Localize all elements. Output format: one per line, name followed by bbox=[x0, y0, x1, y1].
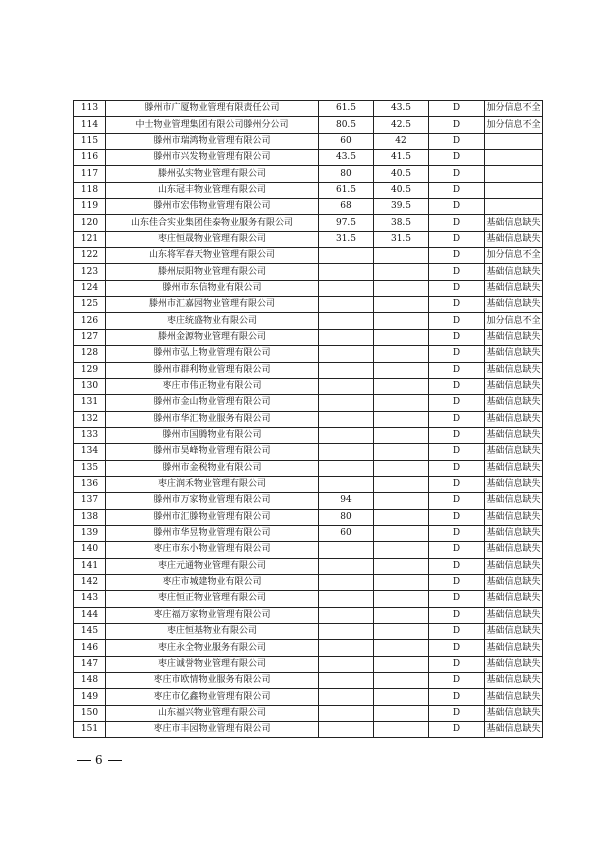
score-1-cell bbox=[319, 444, 374, 460]
score-1-cell: 94 bbox=[319, 493, 374, 509]
score-2-cell bbox=[374, 362, 429, 378]
grade-cell: D bbox=[429, 346, 485, 362]
note-cell: 基础信息缺失 bbox=[485, 329, 543, 345]
grade-cell: D bbox=[429, 199, 485, 215]
note-cell: 基础信息缺失 bbox=[485, 215, 543, 231]
row-number-cell: 134 bbox=[74, 444, 106, 460]
note-cell: 基础信息缺失 bbox=[485, 722, 543, 738]
score-1-cell bbox=[319, 411, 374, 427]
company-name-cell: 枣庄恒基物业有限公司 bbox=[106, 624, 319, 640]
company-name-cell: 滕州市金山物业管理有限公司 bbox=[106, 395, 319, 411]
score-2-cell bbox=[374, 329, 429, 345]
company-name-cell: 枣庄诚誉物业管理有限公司 bbox=[106, 656, 319, 672]
table-row bbox=[74, 574, 543, 590]
note-cell: 基础信息缺失 bbox=[485, 493, 543, 509]
table-row bbox=[74, 264, 543, 280]
company-name-cell: 枣庄市东小物业管理有限公司 bbox=[106, 542, 319, 558]
score-2-cell bbox=[374, 542, 429, 558]
table-row bbox=[74, 673, 543, 689]
score-1-cell bbox=[319, 460, 374, 476]
grade-cell: D bbox=[429, 313, 485, 329]
score-1-cell bbox=[319, 591, 374, 607]
grade-cell: D bbox=[429, 411, 485, 427]
score-1-cell bbox=[319, 313, 374, 329]
score-2-cell bbox=[374, 476, 429, 492]
score-2-cell bbox=[374, 460, 429, 476]
grade-cell: D bbox=[429, 574, 485, 590]
row-number-cell: 116 bbox=[74, 150, 106, 166]
company-name-cell: 滕州市华昱物业管理有限公司 bbox=[106, 525, 319, 541]
table-row bbox=[74, 378, 543, 394]
grade-cell: D bbox=[429, 395, 485, 411]
company-name-cell: 滕州市瑞鸿物业管理有限公司 bbox=[106, 133, 319, 149]
table-row bbox=[74, 133, 543, 149]
table-row bbox=[74, 362, 543, 378]
score-1-cell bbox=[319, 722, 374, 738]
company-name-cell: 山东佳合实业集团佳泰物业服务有限公司 bbox=[106, 215, 319, 231]
company-name-cell: 山东冠丰物业管理有限公司 bbox=[106, 182, 319, 198]
score-2-cell bbox=[374, 656, 429, 672]
score-2-cell: 41.5 bbox=[374, 150, 429, 166]
score-1-cell: 68 bbox=[319, 199, 374, 215]
note-cell: 基础信息缺失 bbox=[485, 607, 543, 623]
score-2-cell: 38.5 bbox=[374, 215, 429, 231]
company-name-cell: 滕州市国腾物业有限公司 bbox=[106, 427, 319, 443]
row-number-cell: 148 bbox=[74, 673, 106, 689]
company-name-cell: 中士物业管理集团有限公司滕州分公司 bbox=[106, 117, 319, 133]
table-row bbox=[74, 705, 543, 721]
table-row bbox=[74, 248, 543, 264]
table-row bbox=[74, 607, 543, 623]
row-number-cell: 130 bbox=[74, 378, 106, 394]
row-number-cell: 147 bbox=[74, 656, 106, 672]
note-cell bbox=[485, 182, 543, 198]
table-row bbox=[74, 395, 543, 411]
table-row bbox=[74, 101, 543, 117]
score-2-cell: 40.5 bbox=[374, 166, 429, 182]
table-row bbox=[74, 640, 543, 656]
company-name-cell: 滕州市广厦物业管理有限责任公司 bbox=[106, 101, 319, 117]
row-number-cell: 135 bbox=[74, 460, 106, 476]
score-2-cell bbox=[374, 493, 429, 509]
note-cell: 加分信息不全 bbox=[485, 248, 543, 264]
row-number-cell: 132 bbox=[74, 411, 106, 427]
grade-cell: D bbox=[429, 493, 485, 509]
table-row bbox=[74, 476, 543, 492]
score-2-cell bbox=[374, 673, 429, 689]
score-1-cell bbox=[319, 476, 374, 492]
score-1-cell bbox=[319, 558, 374, 574]
grade-cell: D bbox=[429, 689, 485, 705]
table-body bbox=[74, 101, 543, 738]
row-number-cell: 118 bbox=[74, 182, 106, 198]
table-row bbox=[74, 313, 543, 329]
row-number-cell: 128 bbox=[74, 346, 106, 362]
row-number-cell: 131 bbox=[74, 395, 106, 411]
row-number-cell: 150 bbox=[74, 705, 106, 721]
score-1-cell bbox=[319, 280, 374, 296]
company-name-cell: 滕州市群利物业管理有限公司 bbox=[106, 362, 319, 378]
note-cell: 基础信息缺失 bbox=[485, 574, 543, 590]
score-2-cell bbox=[374, 378, 429, 394]
table-row bbox=[74, 150, 543, 166]
note-cell bbox=[485, 133, 543, 149]
grade-cell: D bbox=[429, 722, 485, 738]
score-2-cell: 42 bbox=[374, 133, 429, 149]
row-number-cell: 123 bbox=[74, 264, 106, 280]
score-1-cell bbox=[319, 248, 374, 264]
grade-cell: D bbox=[429, 329, 485, 345]
score-1-cell bbox=[319, 427, 374, 443]
row-number-cell: 126 bbox=[74, 313, 106, 329]
grade-cell: D bbox=[429, 525, 485, 541]
grade-cell: D bbox=[429, 542, 485, 558]
score-2-cell: 42.5 bbox=[374, 117, 429, 133]
row-number-cell: 142 bbox=[74, 574, 106, 590]
grade-cell: D bbox=[429, 460, 485, 476]
row-number-cell: 115 bbox=[74, 133, 106, 149]
grade-cell: D bbox=[429, 215, 485, 231]
score-2-cell bbox=[374, 264, 429, 280]
company-name-cell: 滕州市兴发物业管理有限公司 bbox=[106, 150, 319, 166]
table-row bbox=[74, 215, 543, 231]
score-1-cell: 80 bbox=[319, 509, 374, 525]
score-1-cell bbox=[319, 640, 374, 656]
grade-cell: D bbox=[429, 166, 485, 182]
company-name-cell: 枣庄恒正物业管理有限公司 bbox=[106, 591, 319, 607]
company-name-cell: 枣庄恒晟物业管理有限公司 bbox=[106, 231, 319, 247]
company-name-cell: 滕州市宏伟物业管理有限公司 bbox=[106, 199, 319, 215]
score-2-cell bbox=[374, 591, 429, 607]
row-number-cell: 143 bbox=[74, 591, 106, 607]
table-row bbox=[74, 199, 543, 215]
company-name-cell: 枣庄市欧情物业服务有限公司 bbox=[106, 673, 319, 689]
score-1-cell bbox=[319, 395, 374, 411]
table-row bbox=[74, 166, 543, 182]
table-row bbox=[74, 656, 543, 672]
note-cell: 基础信息缺失 bbox=[485, 378, 543, 394]
score-2-cell bbox=[374, 689, 429, 705]
score-1-cell bbox=[319, 624, 374, 640]
row-number-cell: 141 bbox=[74, 558, 106, 574]
note-cell: 加分信息不全 bbox=[485, 313, 543, 329]
company-name-cell: 滕州市东信物业有限公司 bbox=[106, 280, 319, 296]
grade-cell: D bbox=[429, 656, 485, 672]
score-2-cell: 39.5 bbox=[374, 199, 429, 215]
table-row bbox=[74, 280, 543, 296]
row-number-cell: 139 bbox=[74, 525, 106, 541]
company-name-cell: 滕州市金税物业有限公司 bbox=[106, 460, 319, 476]
score-1-cell bbox=[319, 362, 374, 378]
score-2-cell bbox=[374, 280, 429, 296]
note-cell: 基础信息缺失 bbox=[485, 542, 543, 558]
note-cell: 基础信息缺失 bbox=[485, 411, 543, 427]
note-cell: 基础信息缺失 bbox=[485, 624, 543, 640]
grade-cell: D bbox=[429, 133, 485, 149]
row-number-cell: 137 bbox=[74, 493, 106, 509]
score-1-cell bbox=[319, 297, 374, 313]
score-2-cell bbox=[374, 346, 429, 362]
score-1-cell: 61.5 bbox=[319, 101, 374, 117]
grade-cell: D bbox=[429, 591, 485, 607]
note-cell: 基础信息缺失 bbox=[485, 280, 543, 296]
note-cell: 基础信息缺失 bbox=[485, 444, 543, 460]
row-number-cell: 113 bbox=[74, 101, 106, 117]
table-row bbox=[74, 182, 543, 198]
grade-cell: D bbox=[429, 264, 485, 280]
row-number-cell: 119 bbox=[74, 199, 106, 215]
table-row bbox=[74, 509, 543, 525]
grade-cell: D bbox=[429, 624, 485, 640]
company-name-cell: 枣庄市城建物业有限公司 bbox=[106, 574, 319, 590]
table-row bbox=[74, 427, 543, 443]
grade-cell: D bbox=[429, 150, 485, 166]
score-1-cell bbox=[319, 673, 374, 689]
row-number-cell: 146 bbox=[74, 640, 106, 656]
score-2-cell bbox=[374, 607, 429, 623]
note-cell: 加分信息不全 bbox=[485, 101, 543, 117]
score-1-cell: 80.5 bbox=[319, 117, 374, 133]
score-1-cell bbox=[319, 378, 374, 394]
grade-cell: D bbox=[429, 640, 485, 656]
company-name-cell: 山东将军春天物业管理有限公司 bbox=[106, 248, 319, 264]
note-cell bbox=[485, 150, 543, 166]
table-row bbox=[74, 411, 543, 427]
note-cell: 基础信息缺失 bbox=[485, 395, 543, 411]
page-number bbox=[73, 753, 126, 767]
note-cell: 基础信息缺失 bbox=[485, 525, 543, 541]
note-cell: 加分信息不全 bbox=[485, 117, 543, 133]
note-cell: 基础信息缺失 bbox=[485, 689, 543, 705]
row-number-cell: 122 bbox=[74, 248, 106, 264]
score-2-cell bbox=[374, 558, 429, 574]
grade-cell: D bbox=[429, 117, 485, 133]
note-cell: 基础信息缺失 bbox=[485, 640, 543, 656]
company-name-cell: 滕州市万家物业管理有限公司 bbox=[106, 493, 319, 509]
company-name-cell: 枣庄市伟正物业有限公司 bbox=[106, 378, 319, 394]
row-number-cell: 117 bbox=[74, 166, 106, 182]
score-1-cell bbox=[319, 264, 374, 280]
note-cell: 基础信息缺失 bbox=[485, 427, 543, 443]
table-row bbox=[74, 558, 543, 574]
grade-cell: D bbox=[429, 231, 485, 247]
score-1-cell bbox=[319, 542, 374, 558]
score-2-cell bbox=[374, 574, 429, 590]
grade-cell: D bbox=[429, 378, 485, 394]
score-1-cell bbox=[319, 574, 374, 590]
company-name-cell: 枣庄元通物业管理有限公司 bbox=[106, 558, 319, 574]
row-number-cell: 144 bbox=[74, 607, 106, 623]
score-1-cell bbox=[319, 705, 374, 721]
page-number-dash-right bbox=[108, 760, 122, 761]
score-1-cell bbox=[319, 607, 374, 623]
row-number-cell: 121 bbox=[74, 231, 106, 247]
table-row bbox=[74, 722, 543, 738]
note-cell: 基础信息缺失 bbox=[485, 231, 543, 247]
table-row bbox=[74, 444, 543, 460]
score-1-cell bbox=[319, 689, 374, 705]
score-2-cell bbox=[374, 248, 429, 264]
grade-cell: D bbox=[429, 509, 485, 525]
grade-cell: D bbox=[429, 607, 485, 623]
score-1-cell bbox=[319, 656, 374, 672]
note-cell: 基础信息缺失 bbox=[485, 297, 543, 313]
note-cell: 基础信息缺失 bbox=[485, 460, 543, 476]
company-name-cell: 滕州弘实物业管理有限公司 bbox=[106, 166, 319, 182]
table-row bbox=[74, 689, 543, 705]
row-number-cell: 124 bbox=[74, 280, 106, 296]
score-2-cell: 40.5 bbox=[374, 182, 429, 198]
company-name-cell: 枣庄市亿鑫物业管理有限公司 bbox=[106, 689, 319, 705]
grade-cell: D bbox=[429, 444, 485, 460]
score-2-cell bbox=[374, 640, 429, 656]
note-cell bbox=[485, 166, 543, 182]
score-1-cell: 31.5 bbox=[319, 231, 374, 247]
grade-cell: D bbox=[429, 182, 485, 198]
score-2-cell: 31.5 bbox=[374, 231, 429, 247]
grade-cell: D bbox=[429, 427, 485, 443]
score-2-cell: 43.5 bbox=[374, 101, 429, 117]
note-cell: 基础信息缺失 bbox=[485, 656, 543, 672]
score-1-cell: 60 bbox=[319, 133, 374, 149]
score-1-cell: 60 bbox=[319, 525, 374, 541]
note-cell: 基础信息缺失 bbox=[485, 558, 543, 574]
score-1-cell: 61.5 bbox=[319, 182, 374, 198]
grade-cell: D bbox=[429, 476, 485, 492]
score-2-cell bbox=[374, 427, 429, 443]
company-name-cell: 滕州市汇滕物业管理有限公司 bbox=[106, 509, 319, 525]
score-1-cell: 97.5 bbox=[319, 215, 374, 231]
grade-cell: D bbox=[429, 297, 485, 313]
row-number-cell: 140 bbox=[74, 542, 106, 558]
company-name-cell: 滕州金源物业管理有限公司 bbox=[106, 329, 319, 345]
grade-cell: D bbox=[429, 705, 485, 721]
table-row bbox=[74, 460, 543, 476]
row-number-cell: 145 bbox=[74, 624, 106, 640]
score-2-cell bbox=[374, 525, 429, 541]
note-cell: 基础信息缺失 bbox=[485, 346, 543, 362]
company-name-cell: 枣庄永全物业服务有限公司 bbox=[106, 640, 319, 656]
page-number-dash-left bbox=[77, 760, 91, 761]
grade-cell: D bbox=[429, 673, 485, 689]
note-cell: 基础信息缺失 bbox=[485, 476, 543, 492]
note-cell: 基础信息缺失 bbox=[485, 591, 543, 607]
company-name-cell: 滕州市汇嘉园物业管理有限公司 bbox=[106, 297, 319, 313]
grade-cell: D bbox=[429, 248, 485, 264]
table-row bbox=[74, 231, 543, 247]
company-name-cell: 山东福兴物业管理有限公司 bbox=[106, 705, 319, 721]
score-2-cell bbox=[374, 722, 429, 738]
row-number-cell: 114 bbox=[74, 117, 106, 133]
grade-cell: D bbox=[429, 558, 485, 574]
grade-cell: D bbox=[429, 101, 485, 117]
company-name-cell: 枣庄福万家物业管理有限公司 bbox=[106, 607, 319, 623]
row-number-cell: 125 bbox=[74, 297, 106, 313]
note-cell: 基础信息缺失 bbox=[485, 673, 543, 689]
row-number-cell: 127 bbox=[74, 329, 106, 345]
score-1-cell bbox=[319, 346, 374, 362]
score-2-cell bbox=[374, 297, 429, 313]
table-row bbox=[74, 493, 543, 509]
table-row bbox=[74, 346, 543, 362]
table-row bbox=[74, 624, 543, 640]
row-number-cell: 129 bbox=[74, 362, 106, 378]
note-cell: 基础信息缺失 bbox=[485, 509, 543, 525]
score-1-cell: 43.5 bbox=[319, 150, 374, 166]
company-name-cell: 滕州市弘上物业管理有限公司 bbox=[106, 346, 319, 362]
company-name-cell: 滕州市昊峰物业管理有限公司 bbox=[106, 444, 319, 460]
score-2-cell bbox=[374, 705, 429, 721]
company-rating-table bbox=[73, 100, 543, 738]
score-2-cell bbox=[374, 509, 429, 525]
table-row bbox=[74, 591, 543, 607]
table-row bbox=[74, 525, 543, 541]
note-cell bbox=[485, 199, 543, 215]
row-number-cell: 120 bbox=[74, 215, 106, 231]
score-1-cell: 80 bbox=[319, 166, 374, 182]
score-1-cell bbox=[319, 329, 374, 345]
table-row bbox=[74, 542, 543, 558]
note-cell: 基础信息缺失 bbox=[485, 362, 543, 378]
table-row bbox=[74, 117, 543, 133]
grade-cell: D bbox=[429, 280, 485, 296]
score-2-cell bbox=[374, 444, 429, 460]
row-number-cell: 138 bbox=[74, 509, 106, 525]
company-name-cell: 枣庄润禾物业管理有限公司 bbox=[106, 476, 319, 492]
score-2-cell bbox=[374, 313, 429, 329]
company-name-cell: 滕州辰阳物业管理有限公司 bbox=[106, 264, 319, 280]
company-name-cell: 枣庄统盛物业有限公司 bbox=[106, 313, 319, 329]
note-cell: 基础信息缺失 bbox=[485, 705, 543, 721]
row-number-cell: 133 bbox=[74, 427, 106, 443]
note-cell: 基础信息缺失 bbox=[485, 264, 543, 280]
score-2-cell bbox=[374, 624, 429, 640]
company-name-cell: 枣庄市丰园物业管理有限公司 bbox=[106, 722, 319, 738]
page-number-text: 6 bbox=[95, 753, 104, 767]
table-row bbox=[74, 329, 543, 345]
row-number-cell: 151 bbox=[74, 722, 106, 738]
company-name-cell: 滕州市华汇物业服务有限公司 bbox=[106, 411, 319, 427]
row-number-cell: 136 bbox=[74, 476, 106, 492]
table-row bbox=[74, 297, 543, 313]
score-2-cell bbox=[374, 411, 429, 427]
score-2-cell bbox=[374, 395, 429, 411]
grade-cell: D bbox=[429, 362, 485, 378]
row-number-cell: 149 bbox=[74, 689, 106, 705]
